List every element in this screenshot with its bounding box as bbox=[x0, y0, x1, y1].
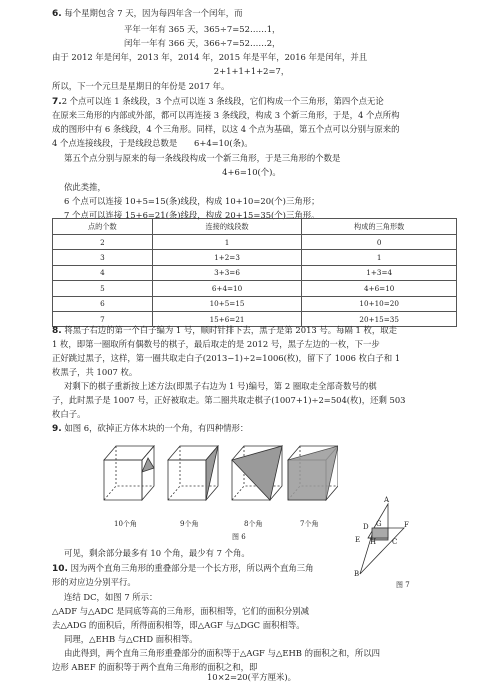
p6-line-5: 2+1+1+1+2=7， bbox=[213, 66, 290, 76]
figure-7-label: 图 7 bbox=[396, 581, 410, 589]
p7-line-8: 6 个点可以连接 10+5=15(条)线段，构成 10+10=20(个)三角形； bbox=[64, 196, 320, 206]
p6-line-3: 闰年一年有 366 天，366÷7=52……2， bbox=[124, 38, 281, 48]
p10-line-9: 10×2=20(平方厘米)。 bbox=[206, 672, 297, 682]
table-cell: 10+10=20 bbox=[302, 296, 457, 311]
p8-line-4: 枚黑子，共 1007 枚。 bbox=[52, 367, 138, 377]
p8-line-5: 对剩下的棋子重新按上述方法(即黑子右边为 1 号)编号，第 2 圈取走全部奇数号的棋 bbox=[64, 381, 377, 391]
figure-7-diagram bbox=[352, 498, 414, 578]
p6-line-1: 6. 每个星期包含 7 天，因为每四年含一个闰年，而 bbox=[52, 8, 243, 19]
p8-line-6: 子，此时黑子是 1007 号，正好被取走。第二圈共取走棋子(1007+1)÷2=504(枚)，还剩 503 bbox=[52, 395, 406, 405]
label-H: H bbox=[370, 538, 377, 546]
table-cell: 3+3=6 bbox=[152, 265, 302, 280]
table-cell: 6+4=10 bbox=[152, 281, 302, 296]
p8-line-3: 正好跳过黑子，这样，第一圈共取走白子(2013−1)÷2=1006(枚)，留下了 1006 枚白子和 1 bbox=[52, 353, 401, 363]
p7-line-7: 依此类推， bbox=[64, 182, 106, 192]
label-A: A bbox=[384, 496, 390, 504]
table-cell: 0 bbox=[302, 235, 457, 250]
table-header-cell: 构成的三角形数 bbox=[302, 219, 457, 235]
label-E: E bbox=[355, 536, 361, 544]
table-cell: 5 bbox=[53, 281, 153, 296]
cube-figures bbox=[98, 438, 338, 518]
p10-line-6: 同理，△EHB 与△CHD 面积相等。 bbox=[64, 634, 198, 644]
table-row bbox=[53, 235, 457, 250]
cube-7-corners bbox=[288, 446, 338, 500]
table-cell: 10+5=15 bbox=[152, 296, 302, 311]
p8-line-7: 枚白子。 bbox=[52, 409, 86, 419]
p6-line-6: 所以，下一个元旦是星期日的年份是 2017 年。 bbox=[52, 81, 230, 91]
p9-line-1: 9. 如图 6，砍掉正方体木块的一个角，有四种情形： bbox=[52, 423, 249, 434]
p6-line-2: 平年一年有 365 天，365÷7=52……1， bbox=[124, 24, 281, 34]
table-header-row bbox=[53, 219, 457, 235]
p7-line-2: 在原来三角形的内部或外部，都可以再连接 3 条线段，构成 3 个新三角形，于是，4 个点所构 bbox=[52, 110, 400, 120]
p7-line-3: 成的图形中有 6 条线段，4 个三角形。同样，以这 4 个点为基础，第五个点可以分别与原来的 bbox=[52, 124, 400, 134]
p10-line-4: △ADF 与△ADC 是同底等高的三角形，面积相等，它们的面积分别减 bbox=[52, 606, 309, 616]
cube-9-corners bbox=[168, 446, 218, 500]
p10-line-5: 去△ADG 的面积后，所得面积相等，即△AGF 与△DGC 面积相等。 bbox=[52, 620, 305, 630]
p8-line-1: 8. 将黑子右边的第一个白子编为 1 号，顺时针排下去，黑子是第 2013 号。每隔 1 枚，取走 bbox=[52, 325, 398, 336]
table-cell: 3 bbox=[53, 250, 153, 265]
points-table bbox=[52, 218, 457, 327]
label-G: G bbox=[376, 520, 382, 528]
table-cell: 1+3=4 bbox=[302, 265, 457, 280]
p10-line-8: 边形 ABEF 的面积等于两个直角三角形的面积之和，即 bbox=[52, 662, 258, 672]
table-cell: 20+15=35 bbox=[302, 311, 457, 326]
table-cell: 2 bbox=[53, 235, 153, 250]
cube-10-corners bbox=[104, 446, 154, 500]
label-C: C bbox=[392, 538, 398, 546]
table-cell: 1+2=3 bbox=[152, 250, 302, 265]
table-cell: 1 bbox=[302, 250, 457, 265]
p7-line-4: 4 个点连接线段，于是线段总数是 6+4=10(条)。 bbox=[52, 138, 253, 148]
p6-line-4: 由于 2012 年是闰年，2013 年，2014 年，2015 年是平年，2016 年是闰年，并且 bbox=[52, 52, 368, 62]
figure-6-label: 图 6 bbox=[232, 533, 246, 541]
p9-line-2: 可见，剩余部分最多有 10 个角，最少有 7 个角。 bbox=[64, 548, 250, 558]
table-cell: 15+6=21 bbox=[152, 311, 302, 326]
p7-line-9: 7 个点可以连接 15+6=21(条)线段，构成 20+15=35(个)三角形。 bbox=[64, 210, 320, 220]
p10-line-2: 形的对应边分别平行。 bbox=[52, 577, 136, 587]
table-cell: 6 bbox=[53, 296, 153, 311]
table-cell: 4 bbox=[53, 265, 153, 280]
table-header-cell: 连接的线段数 bbox=[152, 219, 302, 235]
label-F: F bbox=[404, 521, 409, 529]
p7-line-5: 第五个点分别与原来的每一条线段构成一个新三角形，于是三角形的个数是 bbox=[64, 153, 341, 163]
p10-line-1: 10. 因为两个直角三角形的重叠部分是一个长方形，所以两个直角三角 bbox=[52, 563, 314, 574]
caption-9: 9个角 bbox=[180, 520, 199, 528]
caption-7: 7个角 bbox=[300, 520, 319, 528]
p8-line-2: 1 枚，即第一圈取所有偶数号的棋子，最后取走的是 2012 号，黑子左边的一枚，下一步 bbox=[52, 339, 380, 349]
label-B: B bbox=[354, 570, 360, 578]
p7-line-1: 7.2 个点可以连 1 条线段，3 个点可以连 3 条线段，它们构成一个三角形，第四个点无论 bbox=[52, 96, 384, 107]
table-row bbox=[53, 250, 457, 265]
table-row bbox=[53, 265, 457, 280]
table-cell: 1 bbox=[152, 235, 302, 250]
p7-line-6: 4+6=10(个)。 bbox=[222, 167, 281, 177]
caption-8: 8个角 bbox=[244, 520, 263, 528]
p10-line-7: 由此得到，两个直角三角形重叠部分的面积等于△AGF 与△EHB 的面积之和，所以四 bbox=[64, 648, 380, 658]
table-header-cell: 点的个数 bbox=[53, 219, 153, 235]
table-cell: 4+6=10 bbox=[302, 281, 457, 296]
p10-line-3: 连结 DC，如图 7 所示： bbox=[64, 592, 158, 602]
caption-10: 10个角 bbox=[114, 520, 137, 528]
label-D: D bbox=[363, 523, 369, 531]
table-cell: 7 bbox=[53, 311, 153, 326]
table-row bbox=[53, 281, 457, 296]
cube-8-corners bbox=[232, 446, 282, 500]
table-row bbox=[53, 296, 457, 311]
